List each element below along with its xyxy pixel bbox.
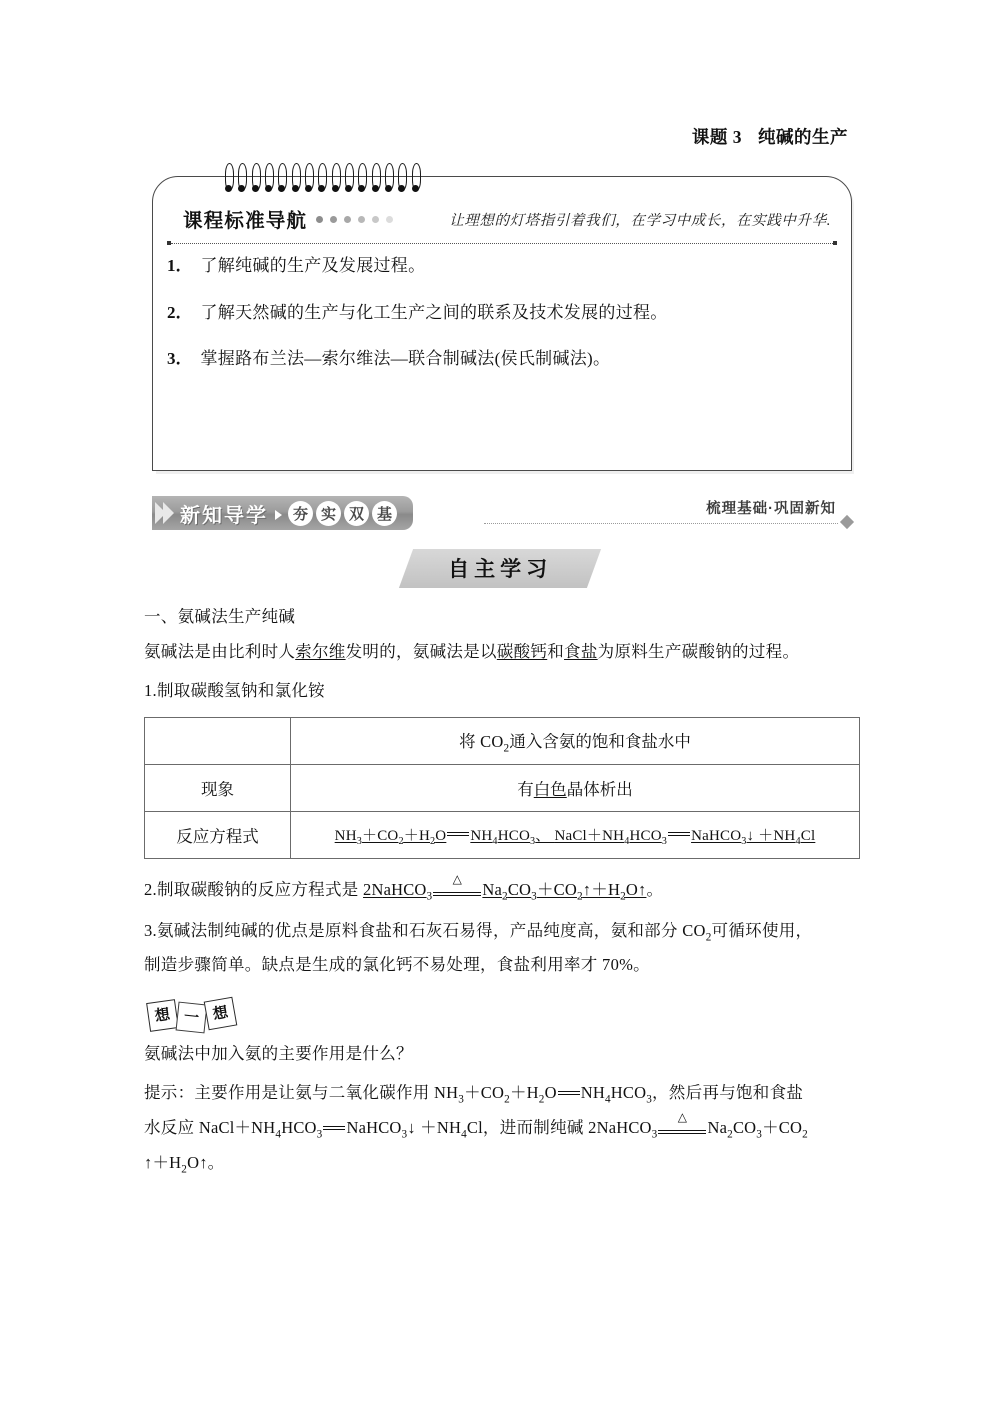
banner-badge: 实	[316, 501, 341, 526]
table-row	[145, 765, 860, 812]
table-row-value	[291, 765, 860, 812]
item2-pre: 2.制取碳酸钠的反应方程式是	[144, 880, 359, 899]
eq-part: ↑＋H	[144, 1152, 182, 1172]
table-row-value	[291, 812, 860, 859]
eq-sub: 2	[727, 1128, 733, 1141]
course-standard-header	[153, 197, 851, 241]
sub-banner-label: 自主学习	[448, 558, 553, 581]
eq-sub: 3	[756, 1128, 763, 1141]
eq-sub: 4	[604, 1093, 611, 1106]
think-card: 想	[204, 997, 238, 1031]
eq-sub: 3	[531, 890, 537, 903]
eq-sub: 3	[741, 835, 747, 847]
eq-part: NH	[470, 827, 493, 844]
objective-number: 2．	[167, 302, 193, 322]
row2-pre: 有	[517, 780, 534, 799]
eq-sub: 2	[504, 1093, 510, 1106]
table-row	[145, 812, 860, 859]
heat-symbol: △	[452, 871, 463, 886]
experiment-table	[144, 717, 860, 859]
row1-pre: 将 CO	[459, 731, 504, 751]
objective-text: 掌握路布兰法—索尔维法—联合制碱法(侯氏制碱法)。	[200, 349, 611, 368]
item3-line1-end: 可循环使用，	[711, 920, 813, 940]
row1-sub: 2	[503, 742, 510, 755]
think-icon	[148, 997, 240, 1031]
equals-bar-icon	[447, 832, 469, 836]
dot-run-decoration	[316, 216, 393, 223]
row2-post: 晶体析出	[566, 780, 633, 799]
think-card: 一	[176, 1002, 208, 1034]
banner-badge: 基	[372, 501, 397, 526]
intro-mid: 发明的，氨碱法是以	[345, 642, 497, 661]
intro-post: 为原料生产碳酸钠的过程。	[597, 642, 800, 661]
eq-part: O	[435, 827, 447, 844]
eq-part: ＋CO	[362, 827, 399, 844]
course-motto: 让理想的灯塔指引着我们，在学习中成长，在实践中升华.	[449, 212, 831, 229]
intro-pre: 氨碱法是由比利时人	[144, 642, 296, 661]
eq-sub: 2	[576, 890, 583, 903]
eq-sub: 3	[316, 1128, 323, 1141]
triangle-separator-icon	[275, 510, 282, 520]
eq-sub: 4	[461, 1128, 467, 1141]
think-hint	[144, 1076, 860, 1180]
eq-part: HCO	[629, 827, 662, 844]
running-head-title: 纯碱的生产	[758, 127, 848, 147]
eq-part: ↓ ＋NH	[407, 1118, 462, 1138]
course-standard-title: 课程标准导航	[183, 210, 308, 232]
eq-part: O↑	[187, 1152, 208, 1172]
objective-list	[167, 253, 833, 393]
equals-bar-icon	[558, 1091, 580, 1095]
running-head	[692, 124, 848, 149]
objective-text: 了解纯碱的生产及发展过程。	[200, 256, 426, 275]
main-content	[144, 600, 860, 1187]
eq-part: CO	[507, 880, 532, 899]
equals-bar-icon	[668, 832, 690, 836]
hint-equation-1	[434, 1083, 652, 1106]
intro-mid2: 和	[547, 642, 565, 661]
eq-part: HCO	[281, 1118, 317, 1138]
table-row-value	[291, 718, 860, 765]
eq-part: 2NaHCO	[588, 1118, 652, 1138]
eq-sub: 2	[398, 835, 404, 847]
eq-part: ＋CO	[536, 880, 577, 899]
double-chevron-icon	[158, 502, 174, 524]
heating-arrow-icon	[658, 1110, 706, 1138]
eq-part: ＋CO	[762, 1118, 803, 1138]
heating-arrow-icon	[433, 871, 481, 900]
eq-sub: 2	[502, 890, 508, 903]
eq-part: ＋H	[403, 827, 430, 844]
eq-sub: 3	[661, 835, 668, 847]
eq-sub: 2	[802, 1128, 808, 1141]
banner-right-label: 梳理基础·巩固新知	[706, 501, 836, 517]
objective-number: 3．	[167, 349, 193, 368]
reaction-equation	[334, 827, 816, 847]
hint-equation-3	[588, 1110, 808, 1141]
intro-paragraph	[144, 635, 860, 668]
eq-separator: 、	[535, 827, 551, 844]
banner-badge: 双	[344, 501, 369, 526]
item-1-title: 1.制取碳酸氢钠和氯化铵	[144, 681, 325, 700]
eq-part: Cl	[800, 827, 816, 844]
card-divider	[167, 241, 837, 245]
banner-badges	[288, 501, 397, 526]
eq-sub: 4	[795, 835, 801, 847]
banner-dotted-rule	[484, 523, 838, 524]
eq-part: ＋CO	[464, 1083, 505, 1103]
eq-sub: 2	[620, 890, 626, 903]
heat-symbol: △	[677, 1110, 688, 1125]
eq-sub: 3	[401, 1128, 408, 1141]
eq-sub: 4	[492, 835, 498, 847]
eq-part: NaCl＋NH	[554, 827, 625, 844]
eq-part: Cl	[466, 1118, 483, 1138]
running-head-label: 课题 3	[691, 127, 742, 147]
eq-part: HCO	[497, 827, 530, 844]
banner-left-block	[152, 496, 413, 530]
hint-line2-lead: 水反应	[144, 1118, 195, 1138]
hint-line3-end: 。	[207, 1152, 225, 1172]
blank-answer: 食盐	[564, 642, 598, 661]
table-row	[145, 718, 860, 765]
eq-part: NH	[334, 827, 357, 844]
list-item	[167, 346, 833, 372]
table-row-label: 反应方程式	[145, 812, 291, 859]
think-question: 氨碱法中加入氨的主要作用是什么？	[144, 1044, 413, 1064]
equals-bar-icon	[323, 1126, 345, 1130]
banner-badge: 夯	[288, 501, 313, 526]
spiral-binding-icon	[225, 163, 421, 193]
eq-part: Na	[482, 880, 502, 899]
diamond-icon	[840, 515, 854, 529]
course-standard-card	[152, 176, 852, 471]
section-banner	[152, 496, 852, 530]
eq-part: 2NaHCO	[363, 880, 427, 899]
eq-sub: 3	[646, 1093, 652, 1106]
think-card: 想	[146, 1000, 179, 1033]
eq-part: ↑＋H	[582, 880, 621, 899]
objective-number: 1．	[167, 256, 193, 275]
item2-post: 。	[646, 880, 664, 899]
hint-mid-1: ，然后再与饱和食盐	[652, 1083, 804, 1103]
item3-line2: 制造步骤简单。缺点是生成的氯化钙不易处理，食盐利用率才 70%。	[144, 955, 650, 975]
eq-part: NaCl＋NH	[198, 1118, 276, 1138]
eq-part: ＋H	[509, 1083, 539, 1103]
eq-part: NaHCO	[346, 1118, 402, 1138]
objective-text: 了解天然碱的生产与化工生产之间的联系及技术发展的过程。	[200, 302, 668, 322]
eq-sub: 3	[530, 835, 536, 847]
blank-answer: 白色	[533, 780, 567, 799]
eq-sub: 2	[181, 1163, 188, 1176]
table-row-label	[145, 718, 291, 765]
blank-answer: 碳酸钙	[496, 642, 548, 661]
item3-line1: 3.氨碱法制纯碱的优点是原料食盐和石灰石易得，产品纯度高，氨和部分 CO	[144, 920, 706, 940]
eq-sub: 2	[538, 1093, 545, 1106]
item-2-paragraph	[144, 873, 860, 908]
eq-part: O	[544, 1083, 557, 1103]
eq-part: Na	[707, 1118, 728, 1138]
eq-sub: 3	[458, 1093, 465, 1106]
eq-part: NH	[580, 1083, 605, 1103]
eq-part: O↑	[625, 880, 647, 899]
item-3-paragraph	[144, 914, 860, 982]
section-heading: 一、氨碱法生产纯碱	[144, 607, 296, 626]
hint-equation-2	[198, 1118, 483, 1141]
item3-sub: 2	[705, 931, 712, 944]
sub-banner-slab	[399, 549, 601, 588]
eq-sub: 4	[624, 835, 630, 847]
hint-lead: 提示：主要作用是让氨与二氧化碳作用	[144, 1083, 430, 1103]
hint-mid-2: ，进而制纯碱	[482, 1118, 584, 1138]
row1-post: 通入含氨的饱和食盐水中	[509, 731, 691, 751]
eq-part: ↓ ＋NH	[746, 827, 796, 844]
hint-line3	[144, 1152, 208, 1176]
reaction-equation	[363, 871, 647, 903]
sub-banner	[0, 549, 1000, 588]
banner-title: 新知导学	[180, 504, 268, 527]
blank-answer: 索尔维	[295, 642, 346, 661]
list-item	[167, 300, 833, 326]
eq-sub: 3	[426, 890, 433, 903]
eq-sub: 4	[275, 1128, 282, 1141]
list-item	[167, 253, 833, 279]
eq-sub: 2	[430, 835, 436, 847]
eq-sub: 3	[356, 835, 363, 847]
eq-sub: 3	[651, 1128, 658, 1141]
eq-part: NH	[434, 1083, 459, 1103]
eq-part: HCO	[610, 1083, 647, 1103]
eq-part: CO	[732, 1118, 757, 1138]
eq-part: NaHCO	[691, 827, 742, 844]
table-row-label: 现象	[145, 765, 291, 812]
